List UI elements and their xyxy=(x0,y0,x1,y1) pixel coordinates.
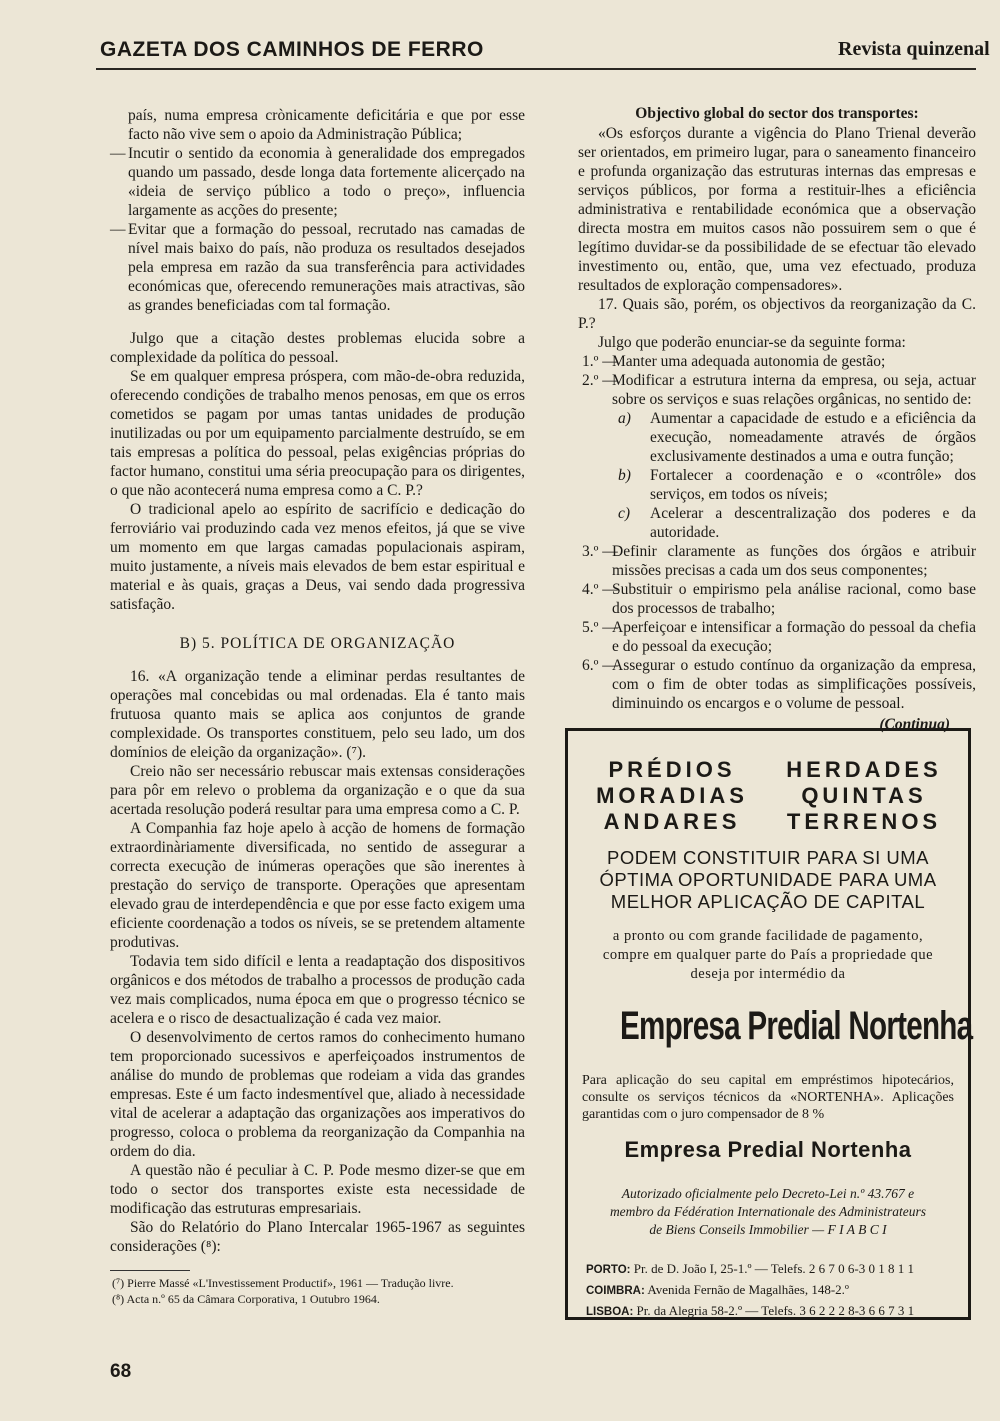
contact-text: Pr. de D. João I, 25-1.º — Telefs. 2 6 7 0 6-3 0 1 8 1 1 xyxy=(633,1261,914,1276)
ad-word: PRÉDIOS xyxy=(608,757,736,782)
journal-title: GAZETA DOS CAMINHOS DE FERRO xyxy=(100,38,484,61)
paragraph: 16. «A organização tende a eliminar perdas resultantes de operações mal concebidas ou mal ordenadas. Ela é tanto mais frutuosa quanto mais se aplica aos conjuntos de grande complexidade. Os transportes constituem, pelo seu lado, um dos domínios de eleição da organização». (⁷). xyxy=(110,668,525,761)
left-column xyxy=(110,106,525,1307)
right-column xyxy=(578,104,976,734)
numbered-item xyxy=(578,371,976,409)
subheading: Objectivo global do sector dos transportes: xyxy=(635,105,919,122)
item-text: Substituir o empirismo pela análise racional, como base dos processos de trabalho; xyxy=(612,581,976,617)
numbered-item xyxy=(578,580,976,618)
ad-word: ANDARES xyxy=(603,809,741,834)
item-text: Aumentar a capacidade de estudo e a eficiência da execução, nomeadamente através de órgãos exclusivamente destinados a uma e outra função; xyxy=(650,410,976,465)
paragraph: 17. Quais são, porém, os objectivos da reorganização da C. P.? xyxy=(578,296,976,332)
ad-slogan-line: MELHOR APLICAÇÃO DE CAPITAL xyxy=(610,891,926,912)
ad-loan-text: Para aplicação do seu capital em empréstimos hipotecários, consulte os serviços técnicos da «NORTENHA». Aplicações garantidas com o juro compensador de 8 % xyxy=(582,1073,954,1122)
header-divider xyxy=(96,68,976,70)
city-label: COIMBRA: xyxy=(586,1285,645,1297)
list-continuation: país, numa empresa crònicamente deficitária e que por esse facto não vive sem o apoio da Administração Pública; xyxy=(128,107,525,143)
lettered-item xyxy=(578,504,976,542)
item-letter: b) xyxy=(618,467,631,484)
lettered-item xyxy=(578,409,976,466)
item-number: 6.º — xyxy=(582,657,618,674)
ad-word: TERRENOS xyxy=(786,809,942,834)
contact-coimbra xyxy=(586,1280,968,1301)
paragraph: Julgo que a citação destes problemas elucida sobre a complexidade da política do pessoal. xyxy=(110,330,525,366)
footnote-divider xyxy=(110,1270,190,1271)
ad-slogan-line: ÓPTIMA OPORTUNIDADE PARA UMA xyxy=(599,869,937,890)
advertisement xyxy=(565,728,971,1320)
dash-list xyxy=(110,144,525,315)
item-letter: c) xyxy=(618,505,631,522)
ad-description: a pronto ou com grande facilidade de pagamento, compre em qualquer parte do País a propriedade que deseja por intermédio da xyxy=(602,928,934,982)
lettered-item xyxy=(578,466,976,504)
numbered-item xyxy=(578,352,976,371)
page-number: 68 xyxy=(110,1361,132,1382)
journal-subtitle: Revista quinzenal xyxy=(838,38,990,60)
ad-brand-name: Empresa Predial Nortenha xyxy=(624,1137,912,1162)
paragraph: Se em qualquer empresa próspera, com mão-de-obra reduzida, oferecendo condições de trabalho menos penosas, em que os erros cometidos se pagam por umas tantas unidades de produção inutilizadas ou por um equipamento parcialmente destruído, se em tais empresas a política do pessoal, pelas exigências próprias do factor humano, constitui uma séria preocupação para os dirigentes, o que não acontecerá numa empresa como a C. P.? xyxy=(110,368,525,499)
continued-note: (Continua) xyxy=(879,716,950,733)
item-text: Fortalecer a coordenação e o «contrôle» dos serviços, em todos os níveis; xyxy=(650,467,976,503)
item-number: 1.º — xyxy=(582,353,618,370)
section-heading: B) 5. POLÍTICA DE ORGANIZAÇÃO xyxy=(179,635,456,652)
paragraph: O tradicional apelo ao espírito de sacrifício e dedicação do ferroviário vai produzindo cada vez menos efeitos, já que se vive um momento em que largas camadas populacionais aspiram, muito justamente, a níveis mais elevados de bem estar espiritual e material e às quais, graças a Deus, vai sendo dada progressiva satisfação. xyxy=(110,501,525,613)
item-text: Modificar a estrutura interna da empresa, ou seja, actuar sobre os serviços e suas relações orgânicas, no sentido de: xyxy=(612,372,976,408)
contact-lisboa xyxy=(586,1301,968,1322)
item-text: Definir claramente as funções dos órgãos e atribuir missões precisas a cada um dos seus componentes; xyxy=(612,543,976,579)
item-text: Assegurar o estudo contínuo da organização da empresa, com o fim de obter todas as simplificações possíveis, diminuindo os encargos e o volume de pessoal. xyxy=(612,657,976,712)
footnote: (⁸) Acta n.º 65 da Câmara Corporativa, 1 Outubro 1964. xyxy=(112,1292,380,1306)
numbered-item xyxy=(578,656,976,713)
numbered-item xyxy=(578,618,976,656)
ad-brand-logo: Empresa Predial Nortenha xyxy=(620,1004,973,1048)
ad-slogan-line: PODEM CONSTITUIR PARA SI UMA xyxy=(606,847,930,868)
paragraph: São do Relatório do Plano Intercalar 1965-1967 as seguintes considerações (⁸): xyxy=(110,1219,525,1255)
paragraph: Julgo que poderão enunciar-se da seguinte forma: xyxy=(598,334,906,351)
ad-accreditation xyxy=(568,1185,968,1239)
item-number: 5.º — xyxy=(582,619,618,636)
footnote: (⁷) Pierre Massé «L'Investissement Productif», 1961 — Tradução livre. xyxy=(112,1276,454,1290)
numbered-item xyxy=(578,542,976,580)
paragraph: A Companhia faz hoje apelo à acção de homens de formação extraordinàriamente diversificada, no sentido de assegurar a correcta execução de inúmeras operações que são inerentes à prestação do serviço de transporte. Operações que apresentam elevado grau de interdependência e que por esse facto exigem uma eficiente coordenação a todos os níveis, se se pretendem altamente produtivas. xyxy=(110,820,525,951)
ad-contacts xyxy=(586,1259,968,1322)
list-item: — Incutir o sentido da economia à generalidade dos empregados quando um passado, desde longa data fortemente alicerçado na «ideia de serviço público a todo o preço», influencia largamente as acções do presente; xyxy=(110,144,525,220)
paragraph: Creio não ser necessário rebuscar mais extensas considerações para pôr em relevo o problema da organização e o que da sua acertada resolução poderá resultar para uma empresa como a C. P. xyxy=(110,763,525,818)
city-label: LISBOA: xyxy=(586,1306,634,1318)
ad-word: HERDADES xyxy=(786,757,942,782)
ad-accreditation-line: Autorizado oficialmente pelo Decreto-Lei n.º 43.767 e xyxy=(621,1186,915,1201)
item-text: Manter uma adequada autonomia de gestão; xyxy=(612,353,886,370)
ad-accreditation-line: de Biens Conseils Immobilier — F I A B C I xyxy=(649,1222,887,1237)
contact-text: Pr. da Alegria 58-2.º — Telefs. 3 6 2 2 2 8-3 6 6 7 3 1 xyxy=(636,1303,915,1318)
paragraph: A questão não é peculiar à C. P. Pode mesmo dizer-se que em todo o sector dos transportes existe esta necessidade de modificação das estruturas empresariais. xyxy=(110,1162,525,1217)
item-number: 4.º — xyxy=(582,581,618,598)
ad-slogan xyxy=(568,847,968,913)
item-number: 3.º — xyxy=(582,543,618,560)
city-label: PORTO: xyxy=(586,1264,631,1276)
item-text: Acelerar a descentralização dos poderes e da autoridade. xyxy=(650,505,976,541)
paragraph: O desenvolvimento de certos ramos do conhecimento humano tem proporcionado sucessivos e aperfeiçoados instrumentos de análise do mundo de problemas que rodeiam a vida das grandes empresas. Este é um facto indesmentível que, aliado à necessidade vital de acelerar a adaptação das organizações aos imperativos do progresso, coloca o problema da reorganização da Companhia na ordem do dia. xyxy=(110,1029,525,1160)
paragraph: Todavia tem sido difícil e lenta a readaptação dos dispositivos orgânicos e dos métodos de trabalho a processos de produção cada vez mais complicados, numa época em que o progresso técnico se acelera e o risco de desactualização é cada vez maior. xyxy=(110,953,525,1027)
ad-word: MORADIAS xyxy=(596,783,748,808)
item-number: 2.º — xyxy=(582,372,618,389)
ad-property-types xyxy=(568,757,968,835)
ad-word: QUINTAS xyxy=(801,783,927,808)
list-item: — Evitar que a formação do pessoal, recrutado nas camadas de nível mais baixo do país, não produza os resultados desejados pela empresa em razão da sua transferência para actividades económicas que, oferecendo remunerações mais atractivas, são as grandes beneficiadas com tal formação. xyxy=(110,220,525,315)
item-text: Aperfeiçoar e intensificar a formação do pessoal da chefia e do pessoal da execução; xyxy=(612,619,976,655)
contact-porto xyxy=(586,1259,968,1280)
contact-text: Avenida Fernão de Magalhães, 148-2.º xyxy=(647,1282,849,1297)
ad-accreditation-line: membro da Fédération Internationale des Administrateurs xyxy=(609,1204,927,1219)
quote-paragraph: «Os esforços durante a vigência do Plano Trienal deverão ser orientados, em primeiro lugar, para o saneamento financeiro e profunda organização das estruturas internas das empresas e serviços públicos, por forma a restituir-lhes a eficiência administrativa e rentabilidade económica que a observação directa mostra em muitos casos não possuirem sem o que é legítimo duvidar-se da possibilidade de se efectuar tão elevado investimento ou, então, que, uma vez efectuado, produza resultados de exploração compensadores». xyxy=(578,125,976,294)
item-letter: a) xyxy=(618,410,631,427)
